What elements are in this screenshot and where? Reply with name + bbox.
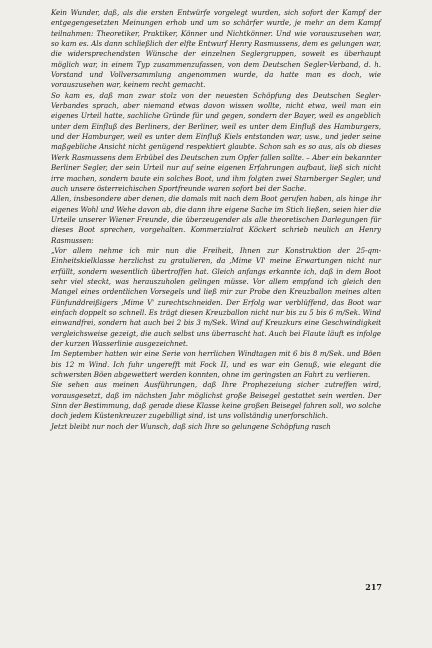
quoted-letter-paragraph: „Vor allem nehme ich mir nun die Freiheit, Ihnen zur Konstruktion der 25-qm-Einheitskielklasse herzlichst zu gratulieren, da ‚Mime VI' meine Erwartungen nicht nur erfüllt, sondern wesentlich übertroffen hat. Gleich anfangs erkannte ich, daß in dem Boot sehr viel steckt, was herauszuholen gelingen müsse. Vor allem empfand ich gleich den Mangel eines ordentlichen Vorsegels und ließ mir zur Probe den Kreuzballon meines alten Fünfunddreißigers ‚Mime V' zurechtschneiden. Der Erfolg war verblüffend, das Boot war einfach doppelt so schnell. Es trägt diesen Kreuzballon nicht nur bis zu 5 bis 6 m/Sek. Wind einwandfrei, sondern hat auch bei 2 bis 3 m/Sek. Wind auf Kreuzkurs eine Geschwindigkeit vergleichsweise gezeigt, die auch selbst uns überrascht hat. Auch bei Flaute läuft es infolge der kurzen Wasserlinie ausgezeichnet. [51,245,381,348]
quoted-letter-paragraph: Im September hatten wir eine Serie von herrlichen Windtagen mit 6 bis 8 m/Sek. und Böen bis 12 m Wind. Ich fuhr ungerefft mit Fock II, und es war ein Genuß, wie elegant die schwersten Böen abgewettert werden konnten, ohne im geringsten an Fahrt zu verlieren. [51,349,381,380]
paragraph: Kein Wunder, daß, als die ersten Entwürfe vorgelegt wurden, sich sofort der Kampf der entgegengesetzten Meinungen erhob und um so schärfer wurde, je mehr an dem Kampf teilnahmen: Theoretiker, Praktiker, Könner und Nichtkönner. Und wie vorauszusehen war, so kam es. Als dann schließlich der elfte Entwurf Henry Rasmussens, dem es gelungen war, die widersprechendsten Wünsche der einzelnen Seglergruppen, soweit es überhaupt möglich war, in einem Typ zusammenzufassen, von dem Deutschen Segler-Verband, d. h. Vorstand und Vollversammlung angenommen wurde, da hatte man es doch, wie vorauszusehen war, keinem recht gemacht. [51,8,381,90]
page-number: 217 [365,582,382,592]
paragraph: Allen, insbesondere aber denen, die damals mit nach dem Boot gerufen haben, als hinge ihr eigenes Wohl und Wehe davon ab, die dann ihre eigene Sache im Stich ließen, seien hier die Urteile unserer Wiener Freunde, die überzeugender als alle theoretischen Darlegungen für dieses Boot sprechen, vorgehalten. Kommerzialrat Köckert schrieb neulich an Henry Rasmussen: [51,194,381,245]
quoted-letter-paragraph: Jetzt bleibt nur noch der Wunsch, daß sich Ihre so gelungene Schöpfung rasch [51,421,331,431]
paragraph: So kam es, daß man zwar stolz von der neuesten Schöpfung des Deutschen Segler-Verbandes sprach, aber niemand etwas davon wissen wollte, nicht etwa, weil man ein eigenes Urteil hatte, sachliche Gründe für und gegen, sondern der Bayer, weil es angeblich unter dem Einfluß des Berliners, der Berliner, weil es unter dem Einfluß des Hamburgers, und der Hamburger, weil es unter dem Einfluß Kiels entstanden war, usw., und jeder seine maßgebliche Ansicht nicht genügend respektiert glaubte. Schon sah es so aus, als ob dieses Werk Rasmussens dem Erbübel des Deutschen zum Opfer fallen sollte. – Aber ein bekannter Berliner Segler, der sein Urteil nur auf seine eigenen Erfahrungen aufbaut, ließ sich nicht irre machen, sondern baute ein solches Boot, und ihm folgten zwei Starnberger Segler, und auch unsere österreichischen Sportfreunde waren sofort bei der Sache. [51,90,381,193]
quoted-letter-paragraph: Sie sehen aus meinen Ausführungen, daß Ihre Prophezeiung sicher zutreffen wird, vorausgesetzt, daß im nächsten Jahr möglichst große Beisegel gestattet sein werden. Der Sinn der Bestimmung, daß gerade diese Klasse keine großen Beisegel fahren soll, wo solche doch jedem Küstenkreuzer zugebilligt sind, ist uns vollständig unerforschlich. [51,380,381,421]
body-text [51,8,381,432]
